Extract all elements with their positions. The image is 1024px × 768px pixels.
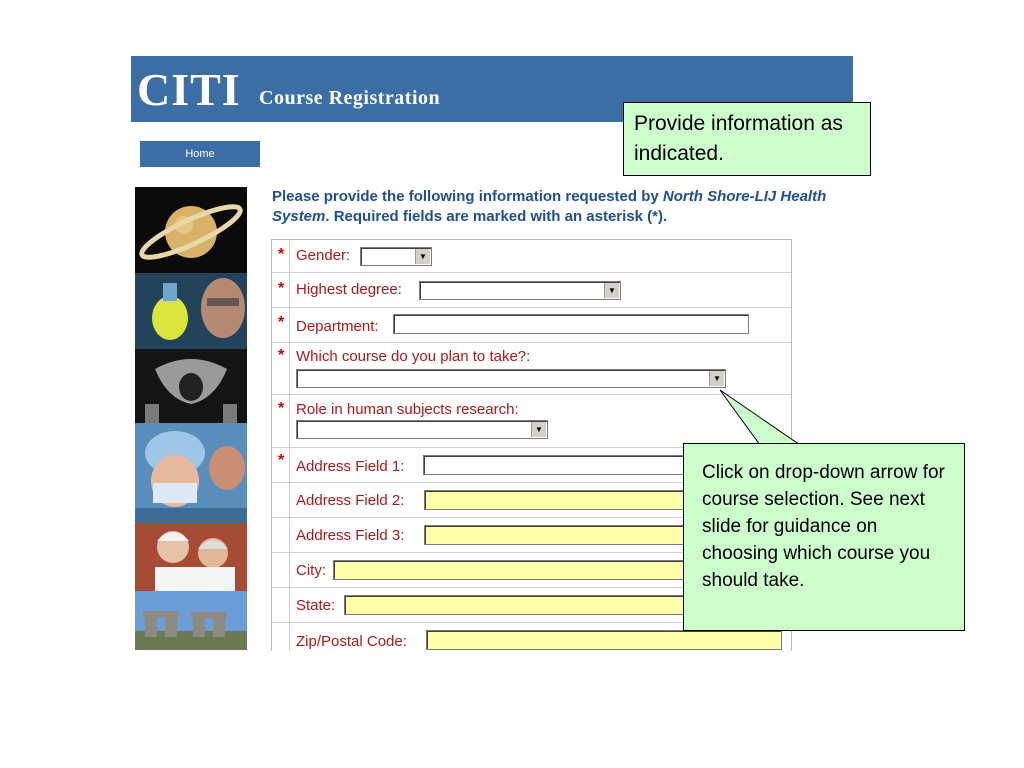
dropdown-arrow-icon[interactable]: ▼ [709,371,724,386]
course-label: Which course do you plan to take?: [296,348,531,365]
required-marker: * [278,400,285,417]
address2-label: Address Field 2: [296,492,405,509]
state-label: State: [296,597,336,614]
organization-name: North Shore-LIJ Health System [272,188,827,225]
citi-logo: CITI [137,64,241,115]
required-marker: * [278,314,285,331]
address3-label: Address Field 3: [296,527,405,544]
city-label: City: [296,562,326,579]
dropdown-hint-callout: Click on drop-down arrow for course selection. See next slide for guidance on choosing which course you should take. [683,443,965,631]
degree-label: Highest degree: [296,281,402,298]
dropdown-arrow-icon[interactable]: ▼ [415,249,430,264]
dropdown-arrow-icon[interactable]: ▼ [531,422,546,437]
dropdown-arrow-icon[interactable]: ▼ [604,283,619,298]
required-marker: * [278,347,285,364]
role-label: Role in human subjects research: [296,401,519,418]
required-marker: * [278,452,285,469]
intro-text: Please provide the following information requested by [272,188,663,205]
page-title: Course Registration [259,87,441,109]
intro-text-required: . Required fields are marked with an asterisk (*). [325,208,668,225]
gender-label: Gender: [296,247,351,264]
department-label: Department: [296,318,379,335]
instruction-callout: Provide information as indicated. [623,102,871,176]
required-marker: * [278,246,285,263]
address1-label: Address Field 1: [296,458,405,475]
required-marker: * [278,280,285,297]
home-button[interactable]: Home [140,141,260,167]
zip-label: Zip/Postal Code: [296,633,407,650]
